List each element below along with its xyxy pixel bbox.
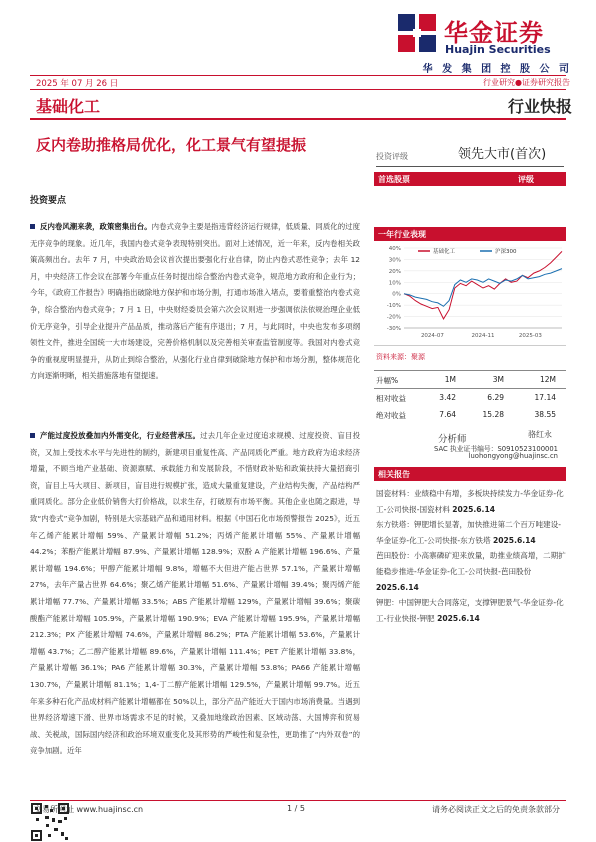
brand-logo bbox=[396, 10, 571, 60]
footer-disclaimer: 请务必阅读正文之后的免责条款部分 bbox=[432, 805, 560, 814]
table-cell: 7.64 bbox=[439, 410, 456, 419]
y-tick-label: 0% bbox=[392, 291, 401, 298]
row-label: 相对收益 bbox=[376, 394, 406, 403]
performance-table bbox=[374, 370, 566, 423]
performance-chart bbox=[374, 242, 566, 342]
header-divider bbox=[30, 75, 566, 76]
report-type: 行业快报 bbox=[507, 97, 572, 116]
y-tick-label: -10% bbox=[386, 303, 401, 310]
x-tick-label: 2024-11 bbox=[471, 333, 495, 339]
related-report-date: 2025.6.14 bbox=[376, 582, 419, 592]
table-header-row bbox=[374, 371, 566, 388]
related-report-text: 东方铁塔：钾肥增长显著，加快推进第二个百万吨建设-华金证券-化工-公司快报-东方铁塔 bbox=[376, 520, 561, 545]
group-name: 华 发 集 团 控 股 公 司 bbox=[422, 64, 572, 75]
table-cell: 3.42 bbox=[439, 393, 456, 402]
related-report-date: 2025.6.14 bbox=[492, 535, 536, 545]
table-cell: 6.29 bbox=[487, 393, 504, 402]
y-tick-label: 30% bbox=[388, 257, 401, 264]
page-number: 1 / 5 bbox=[287, 804, 305, 813]
header-divider bbox=[30, 118, 566, 120]
rating-value: 领先大市(首次) bbox=[458, 147, 547, 162]
legend-label: 基础化工 bbox=[433, 249, 456, 255]
row-label: 绝对收益 bbox=[376, 411, 406, 420]
preferred-stocks-bar bbox=[374, 172, 566, 186]
analyst-sac: SAC 执业证书编号：S0910523100001 bbox=[434, 445, 558, 453]
table-cell: 38.55 bbox=[534, 410, 556, 419]
preferred-stocks-label: 首选股票 bbox=[378, 175, 410, 184]
related-report-item[interactable] bbox=[376, 595, 566, 626]
key-points-heading: 投资要点 bbox=[30, 196, 67, 206]
analyst-block bbox=[374, 425, 566, 463]
related-report-date: 2025.6.14 bbox=[437, 613, 480, 623]
footer-url[interactable]: 交易所网址 www.huajinsc.cn bbox=[34, 805, 144, 814]
table-cell: 17.14 bbox=[534, 393, 556, 402]
y-tick-label: 40% bbox=[388, 246, 401, 252]
y-tick-label: -30% bbox=[386, 326, 401, 332]
paragraph-lead: 产能过度投放叠加内外需变化，行业经营承压。 bbox=[40, 431, 201, 440]
performance-bar bbox=[374, 227, 566, 241]
table-header: 1M bbox=[444, 375, 456, 384]
industry-section: 基础化工 bbox=[36, 97, 101, 116]
report-category: 行业研究●证券研究报告 bbox=[483, 78, 570, 87]
paragraph-text: 内卷式竞争主要是指违背经济运行规律，低质量、同质化的过度无序竞争的现象。近几年，我国内卷式竞争表现特别突出。面对上述情况，近一年来，反内卷相关政策高频出台。去年 7 月，中央政治局会议首次提出要强化行业自律，防止内卷式恶性竞争；去年 12 月，中央经济工作会议在部署今年重点任务时提出综合整治内卷式竞争，规范地方政府和企业行为；今年，《政府工作报告》明确指出破除地方保护和市场分割，打通市场准入堵点，要着重整治内卷式竞争，综合整治内卷式竞争；7 月 1 日，中央财经委员会第六次会议则进一步强调依法依规治理企业低价无序竞争，引导企业提升产品品质，推动落后产能有序退出；7 月，与此同时，中央也发布多项纲领性文件，推进全国统一大市场建设，完善价格机制以及完善相关审查监管制度等。我国对内卷式竞争的重视度明显提升，从防止到综合整治，从强化行业自律到破除地方保护和市场分割，整体规范化方向逐渐明晰，相关措施落地有望提速。 bbox=[30, 222, 360, 381]
footer-divider bbox=[30, 800, 566, 801]
related-reports-bar bbox=[374, 467, 566, 481]
rating-column-label: 评级 bbox=[518, 175, 534, 184]
header-divider bbox=[30, 89, 566, 90]
related-report-item[interactable] bbox=[376, 486, 566, 517]
key-point-paragraph bbox=[30, 219, 360, 385]
paragraph-text: 过去几年企业过度追求规模、过度投资、盲目投资，又加上受技术水平与先进性的制约，新建项目重复性高、产品同质化严重。地方政府为追求经济增量，不顾当地产业基础、资源禀赋、承载能力和发展阶段，不惜财政补贴和政策扶持大量招商引资，盲目上马大项目、新项目，盲目进行规模扩张，造成大量重复建设，产业结构失衡，产品结构严重同质化。部分企业低价销售大打价格战，以求生存，打破原有市场平衡。其他企业也随之跟进，导致“内卷式”竞争加剧，特别是大宗基础产品和通用材料。根据《中国石化市场预警报告 2025》，近五年乙烯产能累计增幅 59%、产量累计增幅 51.2%；丙烯产能累计增幅 55%、产量累计增幅 44.2%；苯酚产能累计增幅 87.9%、产量累计增幅 128.9%；双酚 A 产能累计增幅 196.6%、产量累计增幅 194.6%；甲醇产能累计增幅 9.8%，增幅不大但进产能占世界 57.1%，产量累计增幅 27%，去年产量占世界 64.6%；聚乙烯产能累计增幅 51.6%、产量累计增幅 39.4%；聚丙烯产能累计增幅 77.7%、产量累计增幅 33.5%；ABS 产能累计增幅 129%，产量累计增幅 39.6%；聚碳酸酯产能累计增幅 105.9%，产量累计增幅 190.9%；EVA 产能累计增幅 195.9%，产量累计增幅 212.3%；PX 产能累计增幅 74.6%，产量累计增幅 86.2%；PTA 产能累计增幅 53.6%，产量累计增幅 43.7%；乙二醇产能累计增幅 89.6%，产量累计增幅 111.4%；PET 产能累计增幅 33.8%，产量累计增幅 36.1%；PA6 产能累计增幅 30.3%，产量累计增幅 53.8%；PA66 产能累计增幅 130.7%，产量累计增幅 81.1%；1,4-丁二醇产能累计增幅 129.5%，产量累计增幅 99.7%。近五年来多种石化产品成材料产能累计增幅都在 50%以上，部分产品产能近大于国内市场消费量。当遇到世界经济增速下滑、世界市场需求不足的时候，又叠加地缘政治因素、区域动荡、大国博弈和贸易战、关税战，国际国内经济和政治环境双重变化及其形势的严峻性和复杂性，更助推了“内外双卷”的竞争加剧。近年 bbox=[30, 431, 360, 756]
performance-heading: 一年行业表现 bbox=[378, 230, 426, 239]
y-tick-label: 20% bbox=[388, 268, 401, 275]
analyst-label: 分析师 bbox=[438, 434, 467, 445]
related-heading: 相关报告 bbox=[378, 470, 410, 479]
series-line bbox=[404, 251, 562, 319]
legend-label: 沪深300 bbox=[495, 249, 517, 255]
report-date: 2025 年 07 月 26 日 bbox=[36, 79, 119, 89]
related-report-item[interactable] bbox=[376, 517, 566, 548]
table-row bbox=[374, 389, 566, 406]
x-tick-label: 2025-03 bbox=[518, 333, 542, 339]
related-report-text: 国瓷材料：业绩稳中有增，多板块持续发力-华金证券-化工-公司快报-国瓷材料 bbox=[376, 489, 564, 514]
related-report-text: 芭田股份：小高寨磷矿迎来放量，助推业绩高增，二期扩能稳步推进-华金证券-化工-公司快报-芭田股份 bbox=[376, 551, 566, 576]
related-report-date: 2025.6.14 bbox=[452, 504, 496, 514]
y-tick-label: -20% bbox=[386, 314, 401, 321]
huajin-logo-icon bbox=[396, 12, 438, 54]
related-report-item[interactable] bbox=[376, 548, 566, 595]
key-point-paragraph bbox=[30, 428, 360, 760]
related-reports-list bbox=[376, 486, 566, 626]
analyst-name: 骆红永 bbox=[528, 430, 552, 439]
bullet-icon bbox=[30, 224, 35, 229]
table-header: 升幅% bbox=[376, 376, 399, 385]
chart-source: 资料来源：聚源 bbox=[376, 353, 425, 361]
chart-divider bbox=[374, 345, 566, 346]
table-cell: 15.28 bbox=[482, 410, 504, 419]
report-title: 反内卷助推格局优化，化工景气有望提振 bbox=[36, 136, 307, 154]
rating-divider bbox=[376, 166, 564, 167]
brand-name-cn: 华金证券 bbox=[444, 19, 544, 47]
y-tick-label: 10% bbox=[388, 280, 401, 287]
table-row bbox=[374, 406, 566, 423]
brand-name-en: Huajin Securities bbox=[445, 43, 551, 56]
x-tick-label: 2024-07 bbox=[420, 333, 444, 339]
table-header: 3M bbox=[492, 375, 504, 384]
analyst-email[interactable]: luohongyong@huajinsc.cn bbox=[468, 452, 558, 460]
related-report-text: 钾肥：中国钾肥大合同落定，支撑钾肥景气-华金证券-化工-行业快报-钾肥 bbox=[376, 598, 564, 623]
bullet-icon bbox=[30, 433, 35, 438]
paragraph-lead: 反内卷风潮来袭，政策密集出台。 bbox=[40, 222, 152, 231]
rating-label: 投资评级 bbox=[376, 152, 408, 161]
table-header: 12M bbox=[539, 375, 556, 384]
